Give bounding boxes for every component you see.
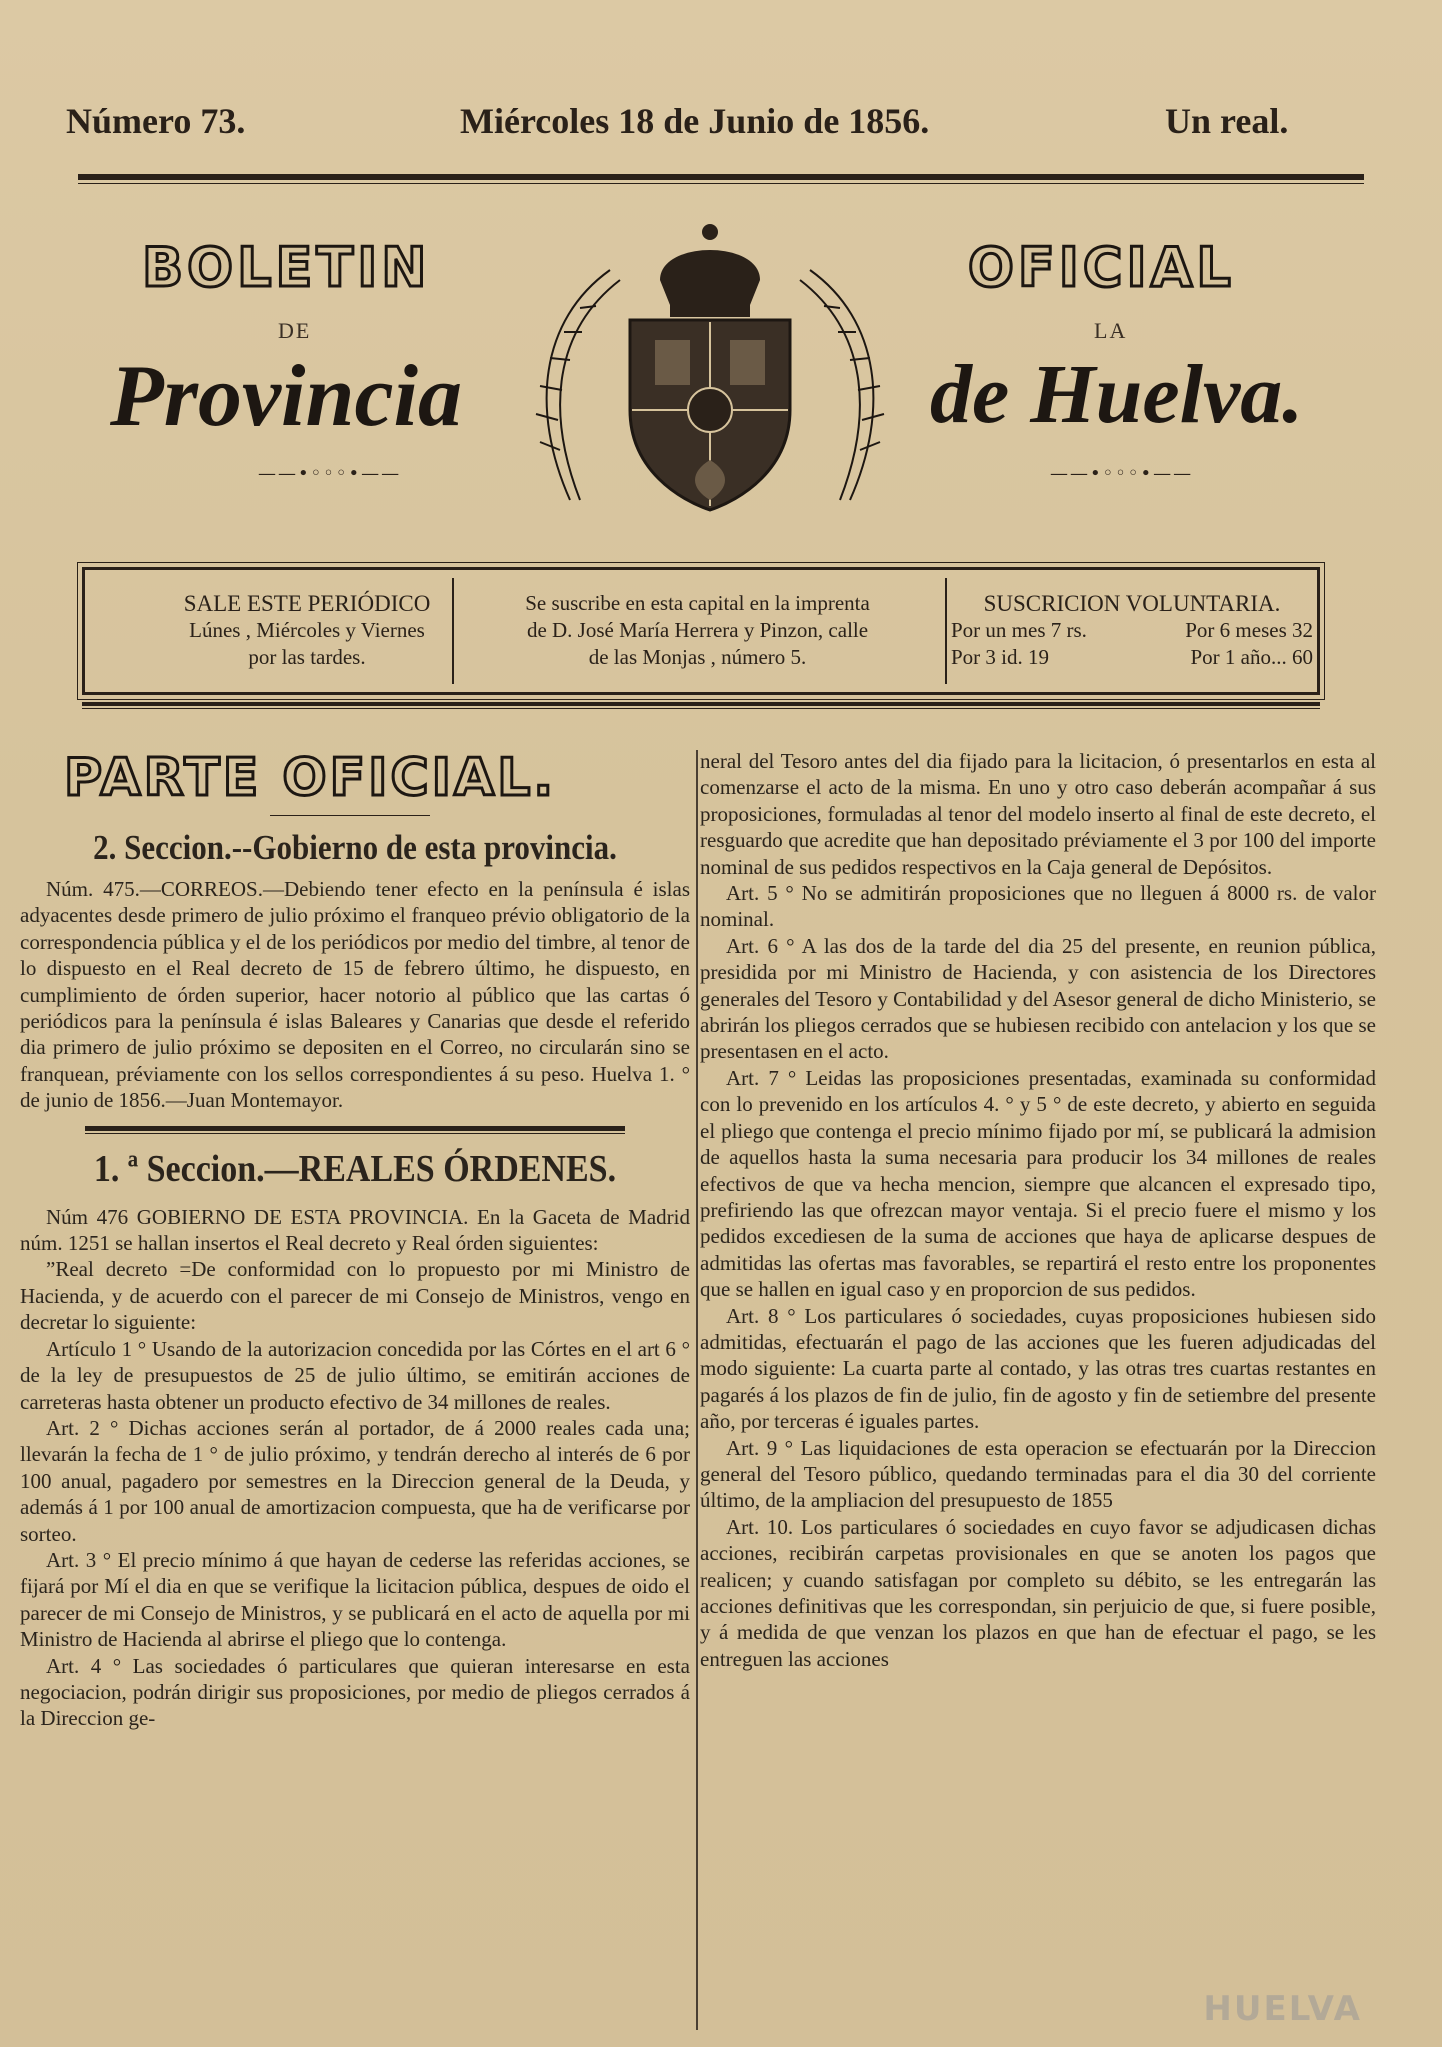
- ornament-left: ——•◦◦◦•——: [258, 463, 402, 484]
- article-4-start: Art. 4 ° Las sociedades ó particulares que quieran interesarse en esta negociacion, podrán dirigir sus proposiciones, por medio de pliegos cerrados á la Direccion ge-: [20, 1653, 690, 1731]
- ornament-right: ——•◦◦◦•——: [1050, 463, 1194, 484]
- masthead-rule-top: [78, 174, 1364, 180]
- section-rule-thin: [85, 1133, 625, 1134]
- issue-number: Número 73.: [66, 101, 246, 141]
- section-title-parte-oficial: PARTE OFICIAL.: [64, 748, 557, 808]
- article-10: Art. 10. Los particulares ó sociedades en cuyo favor se adjudicasen dichas acciones, recibirán carpetas provisionales en que se anoten los pagos que realicen; y cuando satisfagan por completo su débito, se les entregarán las acciones definitivas que les correspondan, sin perjuicio de que, si fuere posible, y á medida de que venzan los plazos en que han de efectuar el pago, se les entreguen las acciones: [700, 1514, 1376, 1671]
- section-heading-reales-ordenes: 1. ª Seccion.—REALES ÓRDENES.: [93, 1148, 617, 1190]
- info-divider-2: [945, 578, 947, 684]
- masthead-word-huelva: de Huelva.: [930, 348, 1304, 441]
- column-divider: [696, 750, 698, 2030]
- section-rule: [85, 1126, 625, 1131]
- issue-date: Miércoles 18 de Junio de 1856.: [460, 101, 930, 141]
- article-8: Art. 8 ° Los particulares ó sociedades, cuyas proposiciones hubiesen sido admitidas, efectuarán el pago de las acciones que les fueren adjudicadas del modo siguiente: La cuarta parte al contado, y las otras tres cuartas restantes en pagarés á los plazos de fin de julio, fin de agosto y fin de setiembre del presente año, por terceras é iguales partes.: [700, 1303, 1376, 1434]
- subscription-address: Se suscribe en esta capital en la imprenta de D. José María Herrera y Pinzon, calle de las Monjas , número 5.: [525, 591, 870, 669]
- subscription-info-box: [82, 567, 1320, 695]
- archive-watermark: HUELVA: [1203, 1989, 1362, 2029]
- article-9: Art. 9 ° Las liquidaciones de esta operacion se efectuarán por la Direccion general del Tesoro público, quedando terminadas para el dia 30 del corriente último, de la ampliacion del presupuesto de 1855: [700, 1435, 1376, 1513]
- publication-schedule: SALE ESTE PERIÓDICO Lúnes , Miércoles y Viernes por las tardes.: [183, 591, 431, 669]
- gaceta-paragraph: Núm 476 GOBIERNO DE ESTA PROVINCIA. En la Gaceta de Madrid núm. 1251 se hallan insertos el Real decreto y Real órden siguientes:: [20, 1204, 690, 1256]
- info-divider-1: [452, 578, 454, 684]
- price-row: Por 3 id. 19 Por 1 año... 60: [951, 645, 1313, 669]
- masthead-word-de: DE: [278, 318, 312, 343]
- masthead-word-provincia: Provincia: [110, 348, 462, 445]
- left-column: [20, 815, 690, 1732]
- subscription-prices: SUSCRICION VOLUNTARIA. Por un mes 7 rs. Por 6 meses 32 Por 3 id. 19 Por 1 año... 60: [951, 591, 1313, 669]
- issue-line: [60, 100, 1382, 150]
- article-6: Art. 6 ° A las dos de la tarde del dia 25 del presente, en reunion pública, presidida por mi Ministro de Hacienda, y con asistencia de los Directores generales del Tesoro y Contabilidad y del Asesor general de dicho Ministerio, se abrirán los pliegos cerrados que se hubiesen recibido con antelacion y los que se presentasen en el acto.: [700, 933, 1376, 1064]
- royal-coat-of-arms-icon: [510, 210, 910, 520]
- infobox-rule-bottom: [82, 702, 1320, 706]
- masthead-word-boletin: BOLETIN: [142, 236, 431, 299]
- article-1: Artículo 1 ° Usando de la autorizacion concedida por las Córtes en el art 6 ° de la ley de presupuestos de 25 de julio último, se emitirán acciones de carreteras hasta obtener un producto efectivo de 34 millones de reales.: [20, 1336, 690, 1414]
- price-row: Por un mes 7 rs. Por 6 meses 32: [951, 618, 1313, 642]
- right-column: [700, 748, 1376, 1672]
- article-3: Art. 3 ° El precio mínimo á que hayan de cederse las referidas acciones, se fijará por Mí el dia en que se verifique la licitacion pública, despues de oido el parecer de mi Consejo de Ministros, y se publicará en el acto de aquella por mi Ministro de Hacienda al abrirse el pliego que lo contenga.: [20, 1547, 690, 1652]
- title-underline: [270, 815, 430, 816]
- real-decreto-paragraph: ”Real decreto =De conformidad con lo propuesto por mi Ministro de Hacienda, y de acuerdo con el parecer de mi Consejo de Ministros, vengo en decretar lo siguiente:: [20, 1257, 690, 1335]
- masthead-word-la: LA: [1094, 318, 1128, 343]
- infobox-rule-bottom-thin: [82, 708, 1320, 709]
- article-5: Art. 5 ° No se admitirán proposiciones que no lleguen á 8000 rs. de valor nominal.: [700, 881, 1376, 932]
- article-2: Art. 2 ° Dichas acciones serán al portador, de á 2000 reales cada una; llevarán la fecha de 1 ° de julio próximo, y tendrán derecho al interés de 6 por 100 anual, pagadero por semestres en la Direccion general de la Deuda, y además á 1 por 100 anual de amortizacion compuesta, que ha de verificarse por sorteo.: [20, 1415, 690, 1546]
- article-4-continued: neral del Tesoro antes del dia fijado para la licitacion, ó presentarlos en esta al comenzarse el acto de la misma. En uno y otro caso deberán acompañar á sus proposiciones, formuladas al tenor del modelo inserto al final de este decreto, el resguardo que acredite que han depositado préviamente el 3 por 100 del importe nominal de sus pedidos respectivos en la Caja general de Depósitos.: [700, 749, 1376, 879]
- masthead-rule-top-thin: [78, 183, 1364, 184]
- correos-notice: Núm. 475.—CORREOS.—Debiendo tener efecto en la península é islas adyacentes desde primero de julio próximo el franqueo prévio obligatorio de la correspondencia pública y el de los periódicos por medio del timbre, al tenor de lo dispuesto en el Real decreto de 15 de febrero último, he dispuesto, en cumplimiento de órden superior, hacer notorio al público que las cartas ó periódicos para la península é islas Baleares y Canarias que desde el referido dia primero de julio próximo se depositen en el Correo, no circularán sino se franquean, préviamente con los sellos correspondientes á su peso. Huelva 1. ° de junio de 1856.—Juan Montemayor.: [20, 877, 690, 1113]
- section-heading-gobierno: 2. Seccion.--Gobierno de esta provincia.: [93, 827, 617, 868]
- masthead-word-oficial: OFICIAL: [968, 236, 1235, 299]
- issue-price: Un real.: [1165, 101, 1289, 141]
- article-7: Art. 7 ° Leidas las proposiciones presentadas, examinada su conformidad con lo prevenido en los artículos 4. ° y 5 ° de este decreto, y abierto en seguida el pliego que contenga el precio mínimo fijado por mí, se publicará la admision de aquellos hasta la suma necesaria para producir los 34 millones de reales efectivos de que va hecha mencion, siempre que alcancen el expresado tipo, prefiriendo las que ofrezcan mayor ventaja. Si el precio fuere el mismo y los pedidos excediesen de la suma de acciones que haya de aplicarse despues de admitidas las ofertas mas favorables, se repartirá el resto entre los proponentes que se hallen en igual caso y en proporcion de sus pedidos.: [700, 1065, 1376, 1302]
